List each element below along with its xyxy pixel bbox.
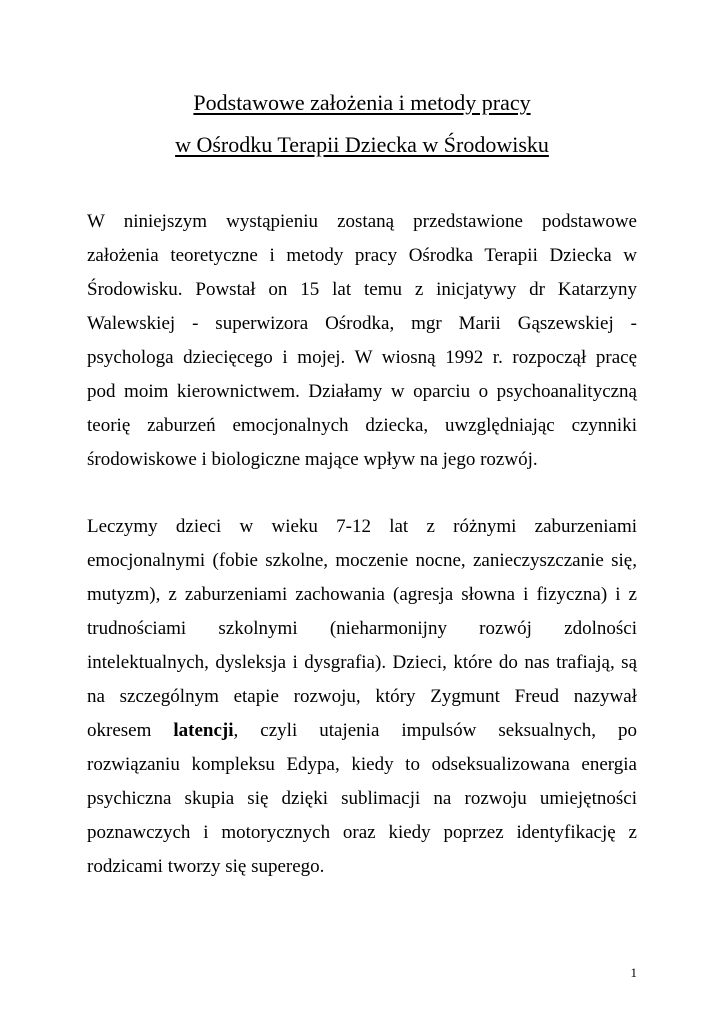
paragraph-2-line: poznawczych i motorycznych oraz kiedy poprzez identyfikację z (87, 822, 637, 843)
paragraph-2-line: emocjonalnymi (fobie szkolne, moczenie nocne, zanieczyszczanie się, (87, 550, 637, 571)
title-line-1: Podstawowe założenia i metody pracy (193, 90, 531, 115)
page-number: 1 (630, 965, 637, 980)
paragraph-1-line: pod moim kierownictwem. Działamy w oparciu o psychoanalityczną (87, 381, 637, 402)
paragraph-2-line: Leczymy dzieci w wieku 7-12 lat z różnymi zaburzeniami (87, 516, 637, 537)
paragraph-1-line: Środowisku. Powstał on 15 lat temu z inicjatywy dr Katarzyny (87, 279, 637, 300)
paragraph-1-line: środowiskowe i biologiczne mające wpływ na jego rozwój. (87, 449, 538, 470)
title-line-2: w Ośrodku Terapii Dziecka w Środowisku (175, 132, 549, 157)
paragraph-2-line: psychiczna skupia się dzięki sublimacji na rozwoju umiejętności (87, 788, 637, 809)
paragraph-2-line: rozwiązaniu kompleksu Edypa, kiedy to odseksualizowana energia (87, 754, 637, 775)
paragraph-1-line: W niniejszym wystąpieniu zostaną przedstawione podstawowe (87, 211, 637, 232)
paragraph-2-line: mutyzm), z zaburzeniami zachowania (agresja słowna i fizyczna) i z (87, 584, 637, 605)
paragraph-1-line: Walewskiej - superwizora Ośrodka, mgr Marii Gąszewskiej - (87, 313, 637, 334)
text-segment: , czyli utajenia impulsów seksualnych, po (233, 720, 637, 741)
paragraph-1-line: psychologa dziecięcego i mojej. W wiosną 1992 r. rozpoczął pracę (87, 347, 637, 368)
paragraph-2-line-with-bold (87, 721, 637, 740)
paragraph-1-line: założenia teoretyczne i metody pracy Ośrodka Terapii Dziecka w (87, 245, 637, 266)
bold-term-latencji: latencji (173, 720, 234, 741)
paragraph-2-line: na szczególnym etapie rozwoju, który Zygmunt Freud nazywał (87, 686, 637, 707)
text-segment: okresem (87, 720, 174, 741)
paragraph-2-line: intelektualnych, dysleksja i dysgrafia). Dzieci, które do nas trafiają, są (87, 652, 637, 673)
paragraph-2-line: trudnościami szkolnymi (nieharmonijny rozwój zdolności (87, 618, 637, 639)
paragraph-1-line: teorię zaburzeń emocjonalnych dziecka, uwzględniając czynniki (87, 415, 637, 436)
paragraph-2-line: rodzicami tworzy się superego. (87, 856, 325, 877)
